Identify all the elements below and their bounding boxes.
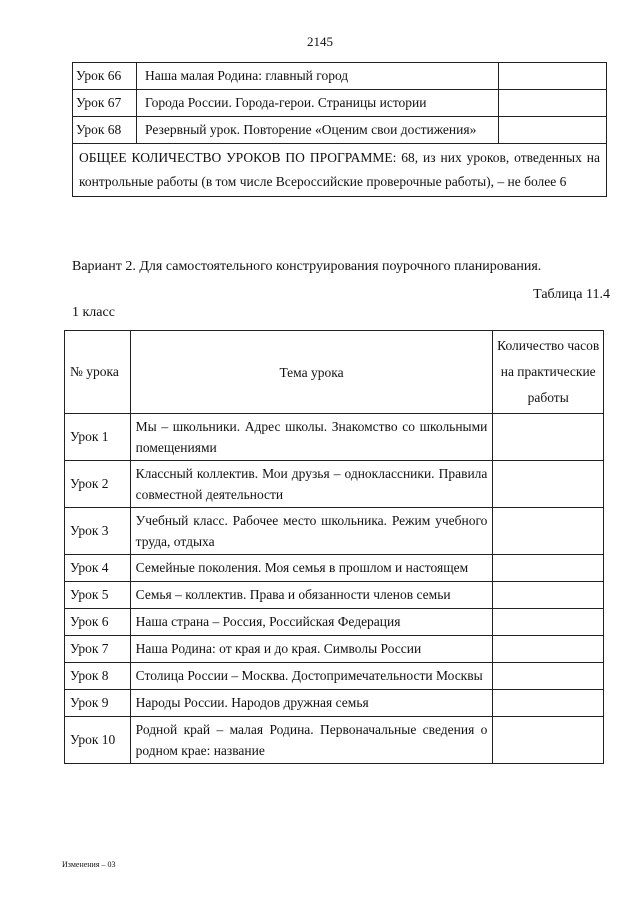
lesson-topic: Учебный класс. Рабочее место школьника. Режим учебного труда, отдыха bbox=[130, 508, 493, 555]
lesson-topic: Наша малая Родина: главный город bbox=[137, 63, 499, 90]
lesson-number: Урок 3 bbox=[65, 508, 131, 555]
lesson-number: Урок 4 bbox=[65, 555, 131, 582]
lesson-hours bbox=[499, 63, 607, 90]
lesson-hours bbox=[493, 717, 604, 764]
lesson-topic: Наша страна – Россия, Российская Федерация bbox=[130, 609, 493, 636]
lesson-hours bbox=[499, 90, 607, 117]
table-row bbox=[65, 663, 604, 690]
lesson-topic: Семья – коллектив. Права и обязанности членов семьи bbox=[130, 582, 493, 609]
header-practical-hours: Количество часов на практические работы bbox=[493, 331, 604, 414]
lesson-number: Урок 8 bbox=[65, 663, 131, 690]
total-lessons-note: ОБЩЕЕ КОЛИЧЕСТВО УРОКОВ ПО ПРОГРАММЕ: 68, из них уроков, отведенных на контрольные работы (в том числе Всероссийские проверочные работы), – не более 6 bbox=[73, 144, 607, 197]
lesson-number: Урок 67 bbox=[73, 90, 137, 117]
table-row bbox=[65, 461, 604, 508]
lesson-topic: Классный коллектив. Мои друзья – одноклассники. Правила совместной деятельности bbox=[130, 461, 493, 508]
lesson-number: Урок 1 bbox=[65, 414, 131, 461]
page-number: 2145 bbox=[307, 34, 333, 49]
lesson-topic: Мы – школьники. Адрес школы. Знакомство со школьными помещениями bbox=[130, 414, 493, 461]
lesson-number: Урок 68 bbox=[73, 117, 137, 144]
lesson-topic: Резервный урок. Повторение «Оценим свои достижения» bbox=[137, 117, 499, 144]
lesson-topic: Народы России. Народов дружная семья bbox=[130, 690, 493, 717]
lesson-hours bbox=[493, 508, 604, 555]
lesson-topic: Родной край – малая Родина. Первоначальные сведения о родном крае: название bbox=[130, 717, 493, 764]
lesson-hours bbox=[493, 555, 604, 582]
lesson-number: Урок 6 bbox=[65, 609, 131, 636]
lesson-number: Урок 66 bbox=[73, 63, 137, 90]
lesson-number: Урок 9 bbox=[65, 690, 131, 717]
lesson-hours bbox=[499, 117, 607, 144]
lesson-topic: Наша Родина: от края и до края. Символы России bbox=[130, 636, 493, 663]
lesson-topic: Столица России – Москва. Достопримечательности Москвы bbox=[130, 663, 493, 690]
table-caption: Таблица 11.4 bbox=[533, 287, 610, 302]
lesson-topic: Города России. Города-герои. Страницы истории bbox=[137, 90, 499, 117]
lesson-number: Урок 5 bbox=[65, 582, 131, 609]
top-lesson-table bbox=[72, 62, 607, 197]
lesson-table bbox=[64, 330, 604, 764]
lesson-number: Урок 2 bbox=[65, 461, 131, 508]
header-lesson-topic: Тема урока bbox=[130, 331, 493, 414]
header-lesson-number: № урока bbox=[65, 331, 131, 414]
table-row bbox=[73, 117, 607, 144]
table-row bbox=[65, 717, 604, 764]
lesson-hours bbox=[493, 636, 604, 663]
lesson-topic: Семейные поколения. Моя семья в прошлом и настоящем bbox=[130, 555, 493, 582]
lesson-number: Урок 10 bbox=[65, 717, 131, 764]
variant-heading: Вариант 2. Для самостоятельного конструирования поурочного планирования. bbox=[72, 259, 542, 274]
table-row bbox=[65, 555, 604, 582]
class-label: 1 класс bbox=[72, 305, 115, 320]
table-row bbox=[65, 582, 604, 609]
footer-revision: Изменения – 03 bbox=[62, 860, 116, 869]
lesson-hours bbox=[493, 461, 604, 508]
table-row bbox=[65, 636, 604, 663]
table-row bbox=[65, 609, 604, 636]
table-row bbox=[65, 690, 604, 717]
table-row bbox=[73, 144, 607, 197]
lesson-hours bbox=[493, 663, 604, 690]
lesson-number: Урок 7 bbox=[65, 636, 131, 663]
lesson-hours bbox=[493, 690, 604, 717]
table-row bbox=[65, 414, 604, 461]
lesson-hours bbox=[493, 414, 604, 461]
table-header-row bbox=[65, 331, 604, 414]
table-row bbox=[73, 90, 607, 117]
table-row bbox=[65, 508, 604, 555]
table-row bbox=[73, 63, 607, 90]
lesson-hours bbox=[493, 582, 604, 609]
lesson-hours bbox=[493, 609, 604, 636]
